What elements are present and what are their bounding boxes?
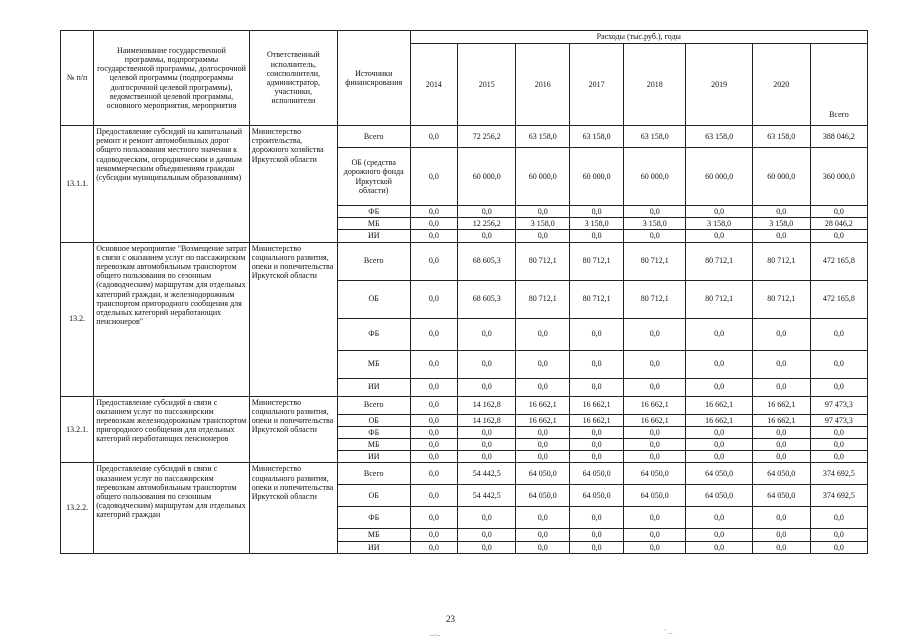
amount-cell: 63 158,0 xyxy=(570,126,624,148)
amount-cell: 60 000,0 xyxy=(458,148,516,206)
amount-cell: 64 050,0 xyxy=(752,485,810,507)
amount-cell: 64 050,0 xyxy=(624,463,686,485)
amount-cell: 0,0 xyxy=(686,318,752,350)
amount-cell: 60 000,0 xyxy=(570,148,624,206)
amount-cell: 0,0 xyxy=(624,438,686,450)
header-year: 2016 xyxy=(516,44,570,126)
amount-cell: 0,0 xyxy=(410,396,458,414)
amount-cell: 0,0 xyxy=(686,451,752,463)
funding-source: МБ xyxy=(337,529,410,541)
amount-cell: 16 662,1 xyxy=(624,414,686,426)
amount-cell: 0,0 xyxy=(570,507,624,529)
amount-cell: 60 000,0 xyxy=(516,148,570,206)
header-year: 2017 xyxy=(570,44,624,126)
responsible-executor: Министерство социального развития, опеки и попечительства Иркутской области xyxy=(249,396,337,463)
amount-cell: 63 158,0 xyxy=(752,126,810,148)
amount-cell: 0,0 xyxy=(570,438,624,450)
header-year: 2020 xyxy=(752,44,810,126)
amount-cell: 0,0 xyxy=(516,206,570,218)
row-number: 13.2.2. xyxy=(61,463,94,553)
amount-cell: 63 158,0 xyxy=(624,126,686,148)
total-cell: 0,0 xyxy=(810,206,867,218)
amount-cell: 0,0 xyxy=(624,318,686,350)
amount-cell: 80 712,1 xyxy=(686,280,752,318)
amount-cell: 0,0 xyxy=(570,318,624,350)
total-cell: 0,0 xyxy=(810,350,867,378)
amount-cell: 16 662,1 xyxy=(686,414,752,426)
amount-cell: 68 605,3 xyxy=(458,242,516,280)
row-number: 13.2. xyxy=(61,242,94,396)
amount-cell: 3 158,0 xyxy=(570,218,624,230)
header-total: Всего xyxy=(810,44,867,126)
funding-source: МБ xyxy=(337,350,410,378)
amount-cell: 0,0 xyxy=(458,378,516,396)
amount-cell: 0,0 xyxy=(410,230,458,242)
measure-name: Предоставление субсидий в связи с оказанием услуг по пассажирским перевозкам железнодорожным транспортом пригородного сообщения для отдельных категорий неработающих пенсионеров xyxy=(94,396,250,463)
amount-cell: 0,0 xyxy=(458,529,516,541)
total-cell: 0,0 xyxy=(810,426,867,438)
amount-cell: 64 050,0 xyxy=(516,485,570,507)
amount-cell: 0,0 xyxy=(686,529,752,541)
amount-cell: 0,0 xyxy=(624,541,686,553)
total-cell: 374 692,5 xyxy=(810,485,867,507)
amount-cell: 0,0 xyxy=(410,451,458,463)
amount-cell: 0,0 xyxy=(752,451,810,463)
funding-source: ИИ xyxy=(337,451,410,463)
amount-cell: 0,0 xyxy=(516,230,570,242)
amount-cell: 60 000,0 xyxy=(686,148,752,206)
funding-source: ФБ xyxy=(337,318,410,350)
amount-cell: 0,0 xyxy=(458,206,516,218)
amount-cell: 64 050,0 xyxy=(570,485,624,507)
amount-cell: 0,0 xyxy=(752,507,810,529)
header-responsible: Ответственный исполнитель, соисполнители, администратор, участники, исполнители xyxy=(249,31,337,126)
total-cell: 388 046,2 xyxy=(810,126,867,148)
amount-cell: 0,0 xyxy=(624,507,686,529)
amount-cell: 0,0 xyxy=(686,507,752,529)
total-cell: 28 046,2 xyxy=(810,218,867,230)
amount-cell: 0,0 xyxy=(458,438,516,450)
amount-cell: 72 256,2 xyxy=(458,126,516,148)
amount-cell: 63 158,0 xyxy=(516,126,570,148)
amount-cell: 0,0 xyxy=(410,426,458,438)
funding-source: ФБ xyxy=(337,426,410,438)
amount-cell: 0,0 xyxy=(752,541,810,553)
amount-cell: 16 662,1 xyxy=(516,414,570,426)
total-cell: 0,0 xyxy=(810,451,867,463)
funding-source: ОБ (средства дорожного фонда Иркутской области) xyxy=(337,148,410,206)
table-row xyxy=(61,242,868,280)
amount-cell: 0,0 xyxy=(570,230,624,242)
funding-source: ИИ xyxy=(337,541,410,553)
amount-cell: 16 662,1 xyxy=(624,396,686,414)
amount-cell: 0,0 xyxy=(624,378,686,396)
amount-cell: 64 050,0 xyxy=(752,463,810,485)
amount-cell: 0,0 xyxy=(686,230,752,242)
amount-cell: 0,0 xyxy=(458,451,516,463)
amount-cell: 16 662,1 xyxy=(752,414,810,426)
amount-cell: 3 158,0 xyxy=(624,218,686,230)
funding-source: ФБ xyxy=(337,507,410,529)
amount-cell: 0,0 xyxy=(624,206,686,218)
amount-cell: 0,0 xyxy=(686,438,752,450)
amount-cell: 0,0 xyxy=(458,350,516,378)
amount-cell: 16 662,1 xyxy=(686,396,752,414)
amount-cell: 0,0 xyxy=(570,426,624,438)
funding-source: ОБ xyxy=(337,414,410,426)
amount-cell: 64 050,0 xyxy=(624,485,686,507)
amount-cell: 0,0 xyxy=(458,318,516,350)
amount-cell: 0,0 xyxy=(570,378,624,396)
amount-cell: 0,0 xyxy=(516,350,570,378)
amount-cell: 64 050,0 xyxy=(570,463,624,485)
amount-cell: 0,0 xyxy=(410,148,458,206)
amount-cell: 0,0 xyxy=(686,206,752,218)
total-cell: 0,0 xyxy=(810,378,867,396)
amount-cell: 0,0 xyxy=(458,230,516,242)
amount-cell: 0,0 xyxy=(410,126,458,148)
amount-cell: 54 442,5 xyxy=(458,485,516,507)
amount-cell: 80 712,1 xyxy=(686,242,752,280)
amount-cell: 54 442,5 xyxy=(458,463,516,485)
amount-cell: 0,0 xyxy=(410,242,458,280)
amount-cell: 3 158,0 xyxy=(752,218,810,230)
funding-source: Всего xyxy=(337,396,410,414)
amount-cell: 0,0 xyxy=(516,541,570,553)
amount-cell: 64 050,0 xyxy=(686,463,752,485)
amount-cell: 0,0 xyxy=(570,350,624,378)
header-year: 2015 xyxy=(458,44,516,126)
funding-source: ФБ xyxy=(337,206,410,218)
amount-cell: 0,0 xyxy=(624,230,686,242)
amount-cell: 68 605,3 xyxy=(458,280,516,318)
total-cell: 0,0 xyxy=(810,529,867,541)
total-cell: 0,0 xyxy=(810,230,867,242)
amount-cell: 0,0 xyxy=(410,350,458,378)
amount-cell: 16 662,1 xyxy=(570,396,624,414)
amount-cell: 0,0 xyxy=(752,378,810,396)
amount-cell: 0,0 xyxy=(752,350,810,378)
amount-cell: 0,0 xyxy=(516,438,570,450)
amount-cell: 0,0 xyxy=(410,529,458,541)
amount-cell: 80 712,1 xyxy=(752,242,810,280)
amount-cell: 0,0 xyxy=(516,378,570,396)
amount-cell: 0,0 xyxy=(624,529,686,541)
funding-source: Всего xyxy=(337,126,410,148)
amount-cell: 0,0 xyxy=(570,529,624,541)
amount-cell: 0,0 xyxy=(686,350,752,378)
row-number: 13.1.1. xyxy=(61,126,94,243)
funding-source: МБ xyxy=(337,438,410,450)
amount-cell: 60 000,0 xyxy=(752,148,810,206)
amount-cell: 0,0 xyxy=(516,529,570,541)
funding-source: ИИ xyxy=(337,378,410,396)
amount-cell: 80 712,1 xyxy=(516,280,570,318)
amount-cell: 80 712,1 xyxy=(570,280,624,318)
total-cell: 0,0 xyxy=(810,541,867,553)
measure-name: Предоставление субсидий на капитальный ремонт и ремонт автомобильных дорог общего пользования местного значения к садоводческим, огородническим и дачным некоммерческим объединениям граждан (субсидии муниципальным образованиям) xyxy=(94,126,250,243)
amount-cell: 16 662,1 xyxy=(570,414,624,426)
amount-cell: 64 050,0 xyxy=(686,485,752,507)
amount-cell: 0,0 xyxy=(410,438,458,450)
table-row xyxy=(61,396,868,414)
total-cell: 360 000,0 xyxy=(810,148,867,206)
amount-cell: 0,0 xyxy=(752,206,810,218)
header-num: № п/п xyxy=(61,31,94,126)
budget-table xyxy=(60,30,868,554)
amount-cell: 0,0 xyxy=(410,378,458,396)
scan-mark: ‧ _ xyxy=(664,626,673,635)
amount-cell: 14 162,8 xyxy=(458,414,516,426)
measure-name: Основное мероприятие "Возмещение затрат в связи с оказанием услуг по пассажирским перевозкам автомобильным транспортом общего пользования по сезонным (садоводческим) маршрутам для отдельных категорий граждан, и железнодорожным транспортом пригородного сообщения для отдельных категорий неработающих пенсионеров" xyxy=(94,242,250,396)
header-name: Наименование государственной программы, подпрограммы государственной программы, долгосрочной целевой программы (подпрограммы долгосрочной целевой программы), ведомственной целевой программы, основного мероприятия, мероприятия xyxy=(94,31,250,126)
responsible-executor: Министерство социального развития, опеки и попечительства Иркутской области xyxy=(249,463,337,553)
amount-cell: 0,0 xyxy=(752,529,810,541)
amount-cell: 0,0 xyxy=(516,507,570,529)
total-cell: 0,0 xyxy=(810,507,867,529)
funding-source: ИИ xyxy=(337,230,410,242)
header-year: 2019 xyxy=(686,44,752,126)
funding-source: ОБ xyxy=(337,280,410,318)
amount-cell: 16 662,1 xyxy=(752,396,810,414)
header-source: Источники финансирования xyxy=(337,31,410,126)
header-year: 2018 xyxy=(624,44,686,126)
total-cell: 472 165,8 xyxy=(810,242,867,280)
amount-cell: 80 712,1 xyxy=(516,242,570,280)
amount-cell: 0,0 xyxy=(458,426,516,438)
total-cell: 472 165,8 xyxy=(810,280,867,318)
responsible-executor: Министерство строительства, дорожного хозяйства Иркутской области xyxy=(249,126,337,243)
total-cell: 0,0 xyxy=(810,318,867,350)
amount-cell: 0,0 xyxy=(410,507,458,529)
amount-cell: 3 158,0 xyxy=(516,218,570,230)
row-number: 13.2.1. xyxy=(61,396,94,463)
amount-cell: 0,0 xyxy=(624,451,686,463)
header-year: 2014 xyxy=(410,44,458,126)
funding-source: ОБ xyxy=(337,485,410,507)
total-cell: 97 473,3 xyxy=(810,396,867,414)
amount-cell: 0,0 xyxy=(410,206,458,218)
measure-name: Предоставление субсидий в связи с оказанием услуг по пассажирским перевозкам автомобильным транспортом общего пользования по сезонным (садоводческим) маршрутам для отдельных категорий граждан xyxy=(94,463,250,553)
amount-cell: 0,0 xyxy=(410,463,458,485)
amount-cell: 0,0 xyxy=(516,426,570,438)
amount-cell: 80 712,1 xyxy=(570,242,624,280)
amount-cell: 0,0 xyxy=(410,280,458,318)
amount-cell: 0,0 xyxy=(410,541,458,553)
funding-source: Всего xyxy=(337,463,410,485)
amount-cell: 0,0 xyxy=(686,426,752,438)
amount-cell: 80 712,1 xyxy=(752,280,810,318)
amount-cell: 80 712,1 xyxy=(624,280,686,318)
amount-cell: 63 158,0 xyxy=(686,126,752,148)
amount-cell: 0,0 xyxy=(686,541,752,553)
responsible-executor: Министерство социального развития, опеки и попечительства Иркутской области xyxy=(249,242,337,396)
amount-cell: 0,0 xyxy=(624,426,686,438)
amount-cell: 0,0 xyxy=(570,541,624,553)
amount-cell: 0,0 xyxy=(570,451,624,463)
amount-cell: 0,0 xyxy=(410,218,458,230)
amount-cell: 80 712,1 xyxy=(624,242,686,280)
funding-source: Всего xyxy=(337,242,410,280)
amount-cell: 0,0 xyxy=(410,485,458,507)
amount-cell: 0,0 xyxy=(752,426,810,438)
amount-cell: 64 050,0 xyxy=(516,463,570,485)
header-row-1 xyxy=(61,31,868,44)
scan-mark: _._ xyxy=(430,628,440,637)
amount-cell: 0,0 xyxy=(624,350,686,378)
funding-source: МБ xyxy=(337,218,410,230)
amount-cell: 0,0 xyxy=(458,507,516,529)
amount-cell: 0,0 xyxy=(752,438,810,450)
amount-cell: 0,0 xyxy=(570,206,624,218)
amount-cell: 0,0 xyxy=(516,451,570,463)
amount-cell: 0,0 xyxy=(752,318,810,350)
amount-cell: 0,0 xyxy=(410,414,458,426)
page-number: 23 xyxy=(446,614,455,624)
amount-cell: 16 662,1 xyxy=(516,396,570,414)
amount-cell: 14 162,8 xyxy=(458,396,516,414)
amount-cell: 0,0 xyxy=(686,378,752,396)
amount-cell: 0,0 xyxy=(752,230,810,242)
amount-cell: 3 158,0 xyxy=(686,218,752,230)
total-cell: 0,0 xyxy=(810,438,867,450)
table-row xyxy=(61,463,868,485)
header-expenses: Расходы (тыс.руб.), годы xyxy=(410,31,867,44)
total-cell: 374 692,5 xyxy=(810,463,867,485)
table-row xyxy=(61,126,868,148)
amount-cell: 60 000,0 xyxy=(624,148,686,206)
amount-cell: 12 256,2 xyxy=(458,218,516,230)
amount-cell: 0,0 xyxy=(410,318,458,350)
amount-cell: 0,0 xyxy=(458,541,516,553)
amount-cell: 0,0 xyxy=(516,318,570,350)
total-cell: 97 473,3 xyxy=(810,414,867,426)
